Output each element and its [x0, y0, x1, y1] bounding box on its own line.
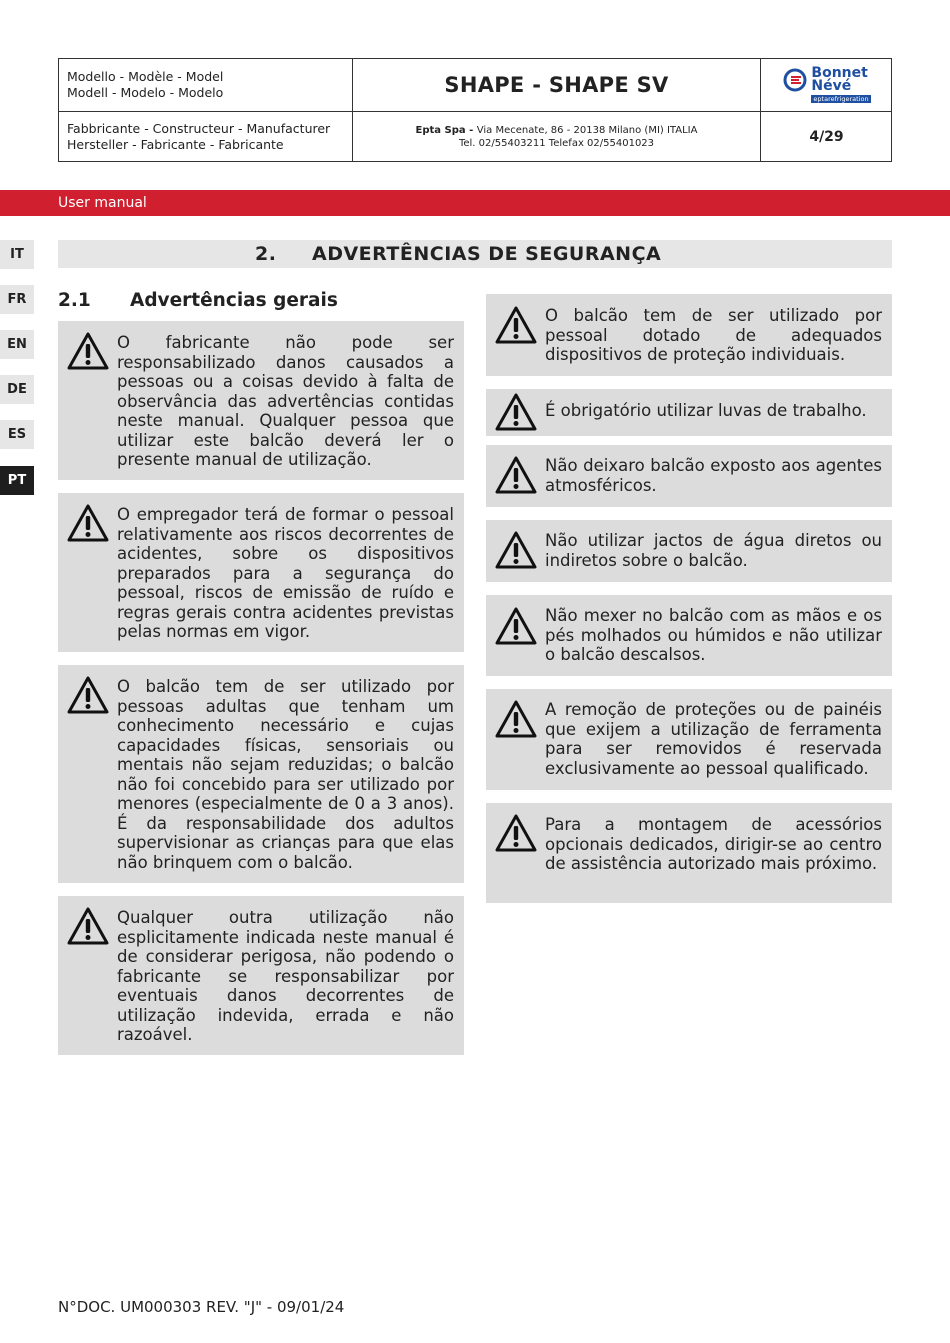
warning-triangle-icon [66, 503, 110, 543]
section-heading: ADVERTÊNCIAS DE SEGURANÇA [312, 243, 662, 265]
manufacturer-label-cell [59, 112, 353, 162]
lang-tab-es[interactable]: ES [0, 420, 34, 449]
warning-box [486, 389, 892, 436]
warning-triangle-icon [494, 392, 538, 432]
company-address-line [416, 124, 698, 137]
subsection-heading: Advertências gerais [130, 290, 338, 311]
warning-text: O balcão tem de ser utilizado por pessoas adultas que tenham um conhecimento necessário e cujas capacidades físicas, sensoriais ou mentais não sejam reduzidas; o balcão não foi concebido para ser utilizado por menores (especialmente de 0 a 3 anos). É da responsabilidade dos adultos supervisionar as crianças para que elas não brinquem com o balcão. [117, 677, 454, 872]
warning-text: É obrigatório utilizar luvas de trabalho. [545, 401, 867, 420]
warning-text: Não utilizar jactos de água diretos ou indiretos sobre o balcão. [545, 531, 882, 570]
lang-tab-de[interactable]: DE [0, 375, 34, 404]
warning-triangle-icon [494, 305, 538, 345]
warning-text: O fabricante não pode ser responsabilizado danos causados a pessoas ou a coisas devido à falta de observância das advertências contidas neste manual. Qualquer pessoa que utilizar este balcão deverá ler o presente manual de utilização. [117, 333, 454, 469]
model-label-line-1: Modello - Modèle - Model [67, 69, 224, 84]
warning-text: A remoção de proteções ou de painéis que exijem a utilização de ferramenta para ser removidos é reservada exclusivamente ao pessoal qualificado. [545, 700, 882, 778]
warning-triangle-icon [66, 331, 110, 371]
warning-box [486, 689, 892, 790]
manual-bar-label: User manual [58, 195, 147, 211]
manufacturer-label-line-1: Fabbricante - Constructeur - Manufacturer [67, 121, 331, 136]
warning-text: Para a montagem de acessórios opcionais dedicados, dirigir-se ao centro de assistência autorizado mais próximo. [545, 815, 882, 873]
warning-triangle-icon [66, 906, 110, 946]
company-address: Via Mecenate, 86 - 20138 Milano (MI) ITALIA [476, 125, 698, 136]
warning-text: Não deixaro balcão exposto aos agentes atmosféricos. [545, 456, 882, 495]
page-number: 4/29 [809, 129, 844, 145]
bonnet-neve-logo [782, 67, 870, 103]
warning-box [486, 595, 892, 676]
company-phone: Tel. 02/55403211 Telefax 02/55401023 [458, 138, 655, 149]
lang-tab-it[interactable]: IT [0, 240, 34, 269]
company-name: Epta Spa - [415, 125, 477, 136]
warning-box [58, 665, 464, 883]
warning-triangle-icon [494, 813, 538, 853]
manufacturer-label-line-2: Hersteller - Fabricante - Fabricante [67, 137, 284, 152]
document-number: N°DOC. UM000303 REV. "J" - 09/01/24 [58, 1298, 345, 1316]
model-label-line-2: Modell - Modelo - Modelo [67, 85, 224, 100]
warning-triangle-icon [494, 455, 538, 495]
lang-tab-fr[interactable]: FR [0, 285, 34, 314]
warning-text: Não mexer no balcão com as mãos e os pés molhados ou húmidos e não utilizar o balcão descalsos. [545, 606, 882, 664]
logo-text-line-1: Bonnet [811, 65, 868, 81]
logo-emblem-icon [782, 67, 808, 93]
warning-box [58, 896, 464, 1055]
warning-triangle-icon [494, 699, 538, 739]
warning-triangle-icon [494, 606, 538, 646]
logo-band: eptarefrigeration [813, 95, 869, 103]
warning-box [486, 803, 892, 903]
section-number: 2. [255, 243, 277, 265]
logo-cell [761, 59, 892, 112]
warning-box [58, 321, 464, 480]
warning-text: O empregador terá de formar o pessoal relativamente aos riscos decorrentes de acidentes, sobre os dispositivos preparados para a segurança do pessoal, riscos de emissão de ruído e regras gerais contra acidentes previstas pelas normas em vigor. [117, 505, 454, 641]
warning-triangle-icon [66, 675, 110, 715]
product-name: SHAPE - SHAPE SV [353, 59, 761, 112]
warning-box [486, 294, 892, 376]
company-info-cell [353, 112, 761, 162]
logo-text-line-2: Névé [811, 78, 852, 94]
document-header [58, 58, 892, 162]
warning-box [486, 445, 892, 507]
warning-box [486, 520, 892, 582]
section-title [58, 240, 892, 268]
warning-text: Qualquer outra utilização não esplicitamente indicada neste manual é de considerar perigosa, não podendo o fabricante se responsabilizar por eventuais danos decorrentes de utilização indevida, errada e não razoável. [117, 908, 454, 1044]
model-label-cell [59, 59, 353, 112]
warning-box [58, 493, 464, 652]
warning-text: O balcão tem de ser utilizado por pessoal dotado de adequados dispositivos de proteção individuais. [545, 306, 882, 364]
lang-tab-pt[interactable]: PT [0, 466, 34, 495]
manual-bar [0, 190, 950, 216]
subsection-number: 2.1 [58, 290, 91, 311]
warning-triangle-icon [494, 530, 538, 570]
lang-tab-en[interactable]: EN [0, 330, 34, 359]
